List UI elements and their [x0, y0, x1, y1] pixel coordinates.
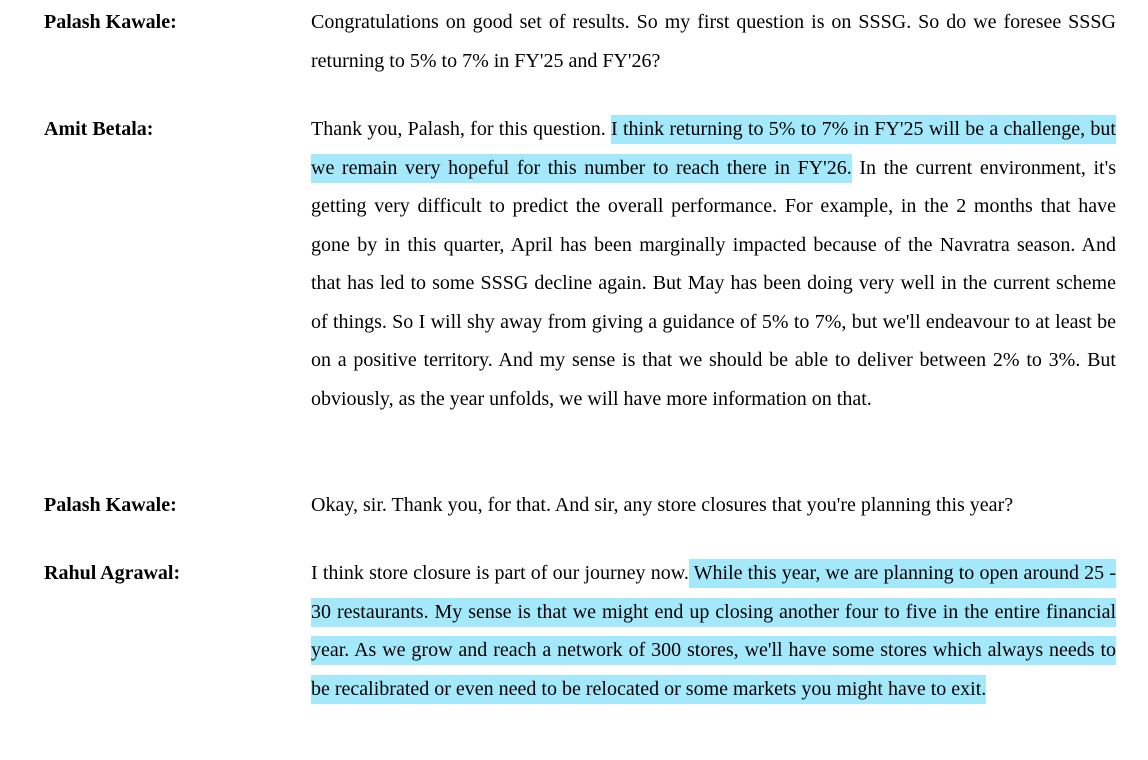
speaker-remark [311, 554, 1116, 708]
speaker-name: Palash Kawale: [44, 11, 177, 33]
speaker-remark [311, 110, 1116, 418]
speaker-name: Palash Kawale: [44, 494, 177, 516]
speaker-name: Rahul Agrawal: [44, 562, 181, 584]
highlighted-text: While this year, we are planning to open around 25 - 30 restaurants. My sense is that we might end up closing another four to five in the entire financial year. As we grow and reach a network of 300 stores, we'll have some stores which always needs to be recalibrated or even need to be relocated or some markets you might have to exit. [311, 559, 1116, 704]
remark-text: Okay, sir. Thank you, for that. And sir, any store closures that you're planning this year? [311, 494, 1014, 516]
speaker-name: Amit Betala: [44, 118, 154, 140]
speaker-remark [311, 3, 1116, 80]
highlighted-text: I think returning to 5% to 7% in FY'25 will be a challenge, but we remain very hopeful for this number to reach there in FY'26. [311, 115, 1116, 183]
remark-text: Congratulations on good set of results. So my first question is on SSSG. So do we foresee SSSG returning to 5% to 7% in FY'25 and FY'26? [311, 11, 1116, 72]
speaker-remark [311, 486, 1116, 525]
remark-text: Thank you, Palash, for this question. [311, 118, 612, 140]
remark-text: In the current environment, it's getting very difficult to predict the overall performance. For example, in the 2 months that have gone by in this quarter, April has been marginally impacted because of the Navratra season. And that has led to some SSSG decline again. But May has been doing very well in the current scheme of things. So I will shy away from giving a guidance of 5% to 7%, but we'll endeavour to at least be on a positive territory. And my sense is that we should be able to deliver between 2% to 3%. But obviously, as the year unfolds, we will have more information on that. [311, 156, 1116, 410]
remark-text: I think store closure is part of our journey now. [311, 562, 689, 584]
